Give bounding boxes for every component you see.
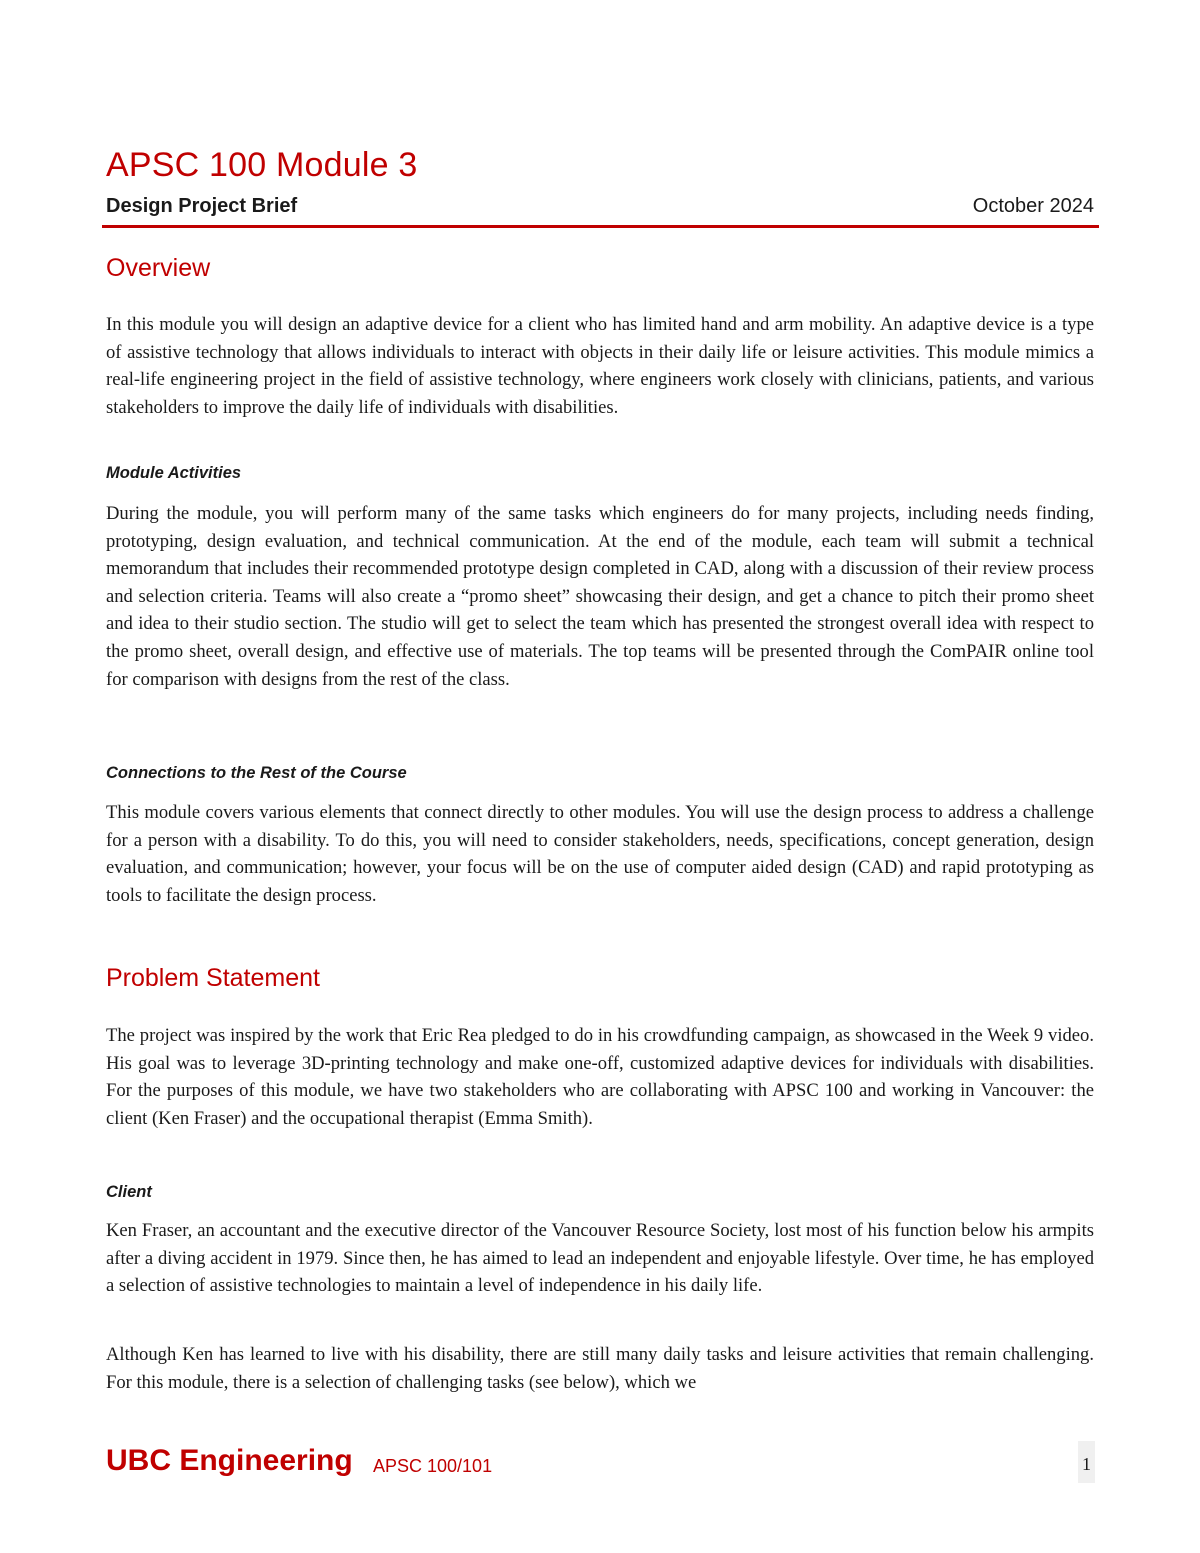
problem-intro-paragraph: The project was inspired by the work that Eric Rea pledged to do in his crowdfunding campaign, as showcased in the Week 9 video. His goal was to leverage 3D-printing technology and make one-off, customized adaptive devices for individuals with disabilities. For the purposes of this module, we have two stakeholders who are collaborating with APSC 100 and working in Vancouver: the client (Ken Fraser) and the occupational therapist (Emma Smith).	[106, 1025, 1094, 1129]
page-number: 1	[1082, 1454, 1091, 1474]
overview-intro-paragraph: In this module you will design an adaptive device for a client who has limited hand and arm mobility. An adaptive device is a type of assistive technology that allows individuals to interact with objects in their daily life or leisure activities. This module mimics a real-life engineering project in the field of assistive technology, where engineers work closely with clinicians, patients, and various stakeholders to improve the daily life of individuals with disabilities.	[106, 314, 1094, 418]
module-activities-heading: Module Activities	[106, 464, 242, 482]
footer-brand: UBC Engineering	[106, 1444, 353, 1477]
client-paragraph-1: Ken Fraser, an accountant and the executive director of the Vancouver Resource Society, lost most of his function below his armpits after a diving accident in 1979. Since then, he has aimed to lead an independent and enjoyable lifestyle. Over time, he has employed a selection of assistive technologies to maintain a level of independence in his daily life.	[106, 1220, 1094, 1297]
problem-statement-heading: Problem Statement	[106, 964, 320, 992]
connections-heading: Connections to the Rest of the Course	[106, 764, 407, 782]
footer-course-code: APSC 100/101	[373, 1456, 493, 1476]
client-heading: Client	[106, 1183, 152, 1201]
client-paragraph-2: Although Ken has learned to live with his disability, there are still many daily tasks and leisure activities that remain challenging. For this module, there is a selection of challenging tasks (see below), which we	[106, 1344, 1094, 1393]
document-title: APSC 100 Module 3	[106, 146, 418, 184]
overview-heading: Overview	[106, 254, 211, 282]
document-subtitle: Design Project Brief	[106, 195, 298, 217]
connections-paragraph: This module covers various elements that connect directly to other modules. You will use the design process to address a challenge for a person with a disability. To do this, you will need to consider stakeholders, needs, specifications, concept generation, design evaluation, and communication; however, your focus will be on the use of computer aided design (CAD) and rapid prototyping as tools to facilitate the design process.	[106, 802, 1094, 906]
document-date: October 2024	[972, 195, 1094, 217]
document-subheader	[106, 195, 1094, 223]
header-divider	[102, 225, 1099, 228]
module-activities-paragraph: During the module, you will perform many of the same tasks which engineers do for many projects, including needs finding, prototyping, design evaluation, and technical communication. At the end of the module, each team will submit a technical memorandum that includes their recommended prototype design completed in CAD, along with a discussion of their review process and selection criteria. Teams will also create a “promo sheet” showcasing their design, and get a chance to pitch their promo sheet and idea to their studio section. The studio will get to select the team which has presented the strongest overall idea with respect to the promo sheet, overall design, and effective use of materials. The top teams will be presented through the ComPAIR online tool for comparison with designs from the rest of the class.	[106, 503, 1094, 690]
